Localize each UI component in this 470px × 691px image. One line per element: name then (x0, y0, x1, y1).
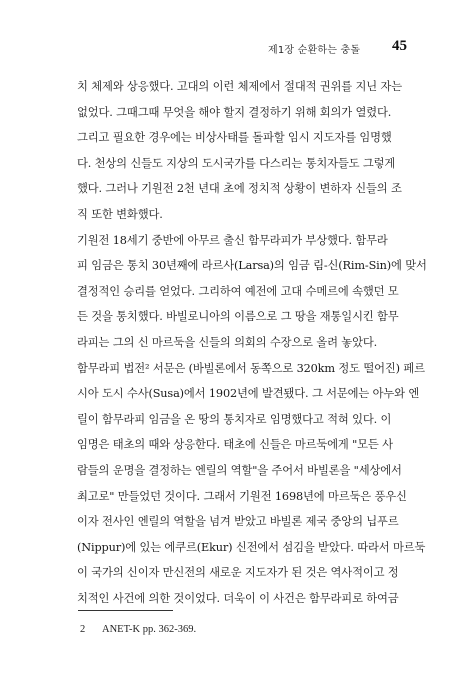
footnote-rule (78, 610, 173, 611)
text-line: 람들의 운명을 결정하는 엔릴의 역할"을 주어서 바빌론을 "세상에서 (77, 463, 402, 477)
running-head: 제1장 순환하는 충돌 (268, 45, 361, 56)
text-line: 피 임금은 통치 30년째에 라르사(Larsa)의 임금 림-신(Rim-Sin)에 맞서 (77, 259, 427, 273)
footnote-text: ANET-K pp. 362-369. (102, 624, 197, 635)
text-line: 최고로" 만들었던 것이다. 그래서 기원전 1698년에 마르둑은 풍우신 (77, 489, 407, 503)
text-line: 다. 천상의 신들도 지상의 도시국가를 다스리는 통치자들도 그렇게 (77, 156, 396, 170)
text-line: 그리고 필요한 경우에는 비상사태를 돌파할 임시 지도자를 임명했 (77, 131, 392, 145)
text-line: 결정적인 승리를 얻었다. 그리하여 예전에 고대 수메르에 속했던 모 (77, 284, 399, 298)
footnote-number: 2 (80, 624, 86, 635)
text-line: 릴이 함무라피 임금을 온 땅의 통치자로 임명했다고 적혀 있다. 이 (77, 412, 392, 426)
text-line: 치 체제와 상응했다. 고대의 이런 체제에서 절대적 권위를 지닌 자는 (77, 80, 403, 93)
text-line: (Nippur)에 있는 에쿠르(Ekur) 신전에서 섬김을 받았다. 따라서 마르둑 (77, 540, 426, 554)
text-line: 시아 도시 수사(Susa)에서 1902년에 발견됐다. 그 서문에는 아누와 엔 (77, 387, 420, 401)
text-line: 치적인 사건에 의한 것이었다. 더욱이 이 사건은 함무라피로 하여금 (77, 591, 399, 605)
text-line: 이 국가의 신이자 만신전의 새로운 지도자가 된 것은 역사적이고 정 (77, 566, 399, 580)
text-line: 함무라피 법전² 서문은 (바빌론에서 동쪽으로 320km 정도 떨어진) 페르 (77, 361, 425, 375)
text-line: 이자 전사인 엔릴의 역할을 넘겨 받았고 바빌론 제국 중앙의 닙푸르 (77, 515, 399, 529)
text-line: 라피는 그의 신 마르둑을 신들의 의회의 수장으로 올려 놓았다. (77, 335, 378, 349)
text-line: 직 또한 변화했다. (77, 207, 163, 221)
text-line: 든 것을 통치했다. 바빌로니아의 이름으로 그 땅을 재통일시킨 함무 (77, 310, 399, 324)
text-line: 기원전 18세기 중반에 아무르 출신 함무라피가 부상했다. 함무라 (77, 233, 388, 247)
body-text (77, 74, 427, 611)
text-line: 임명은 태초의 때와 상응한다. 태초에 신들은 마르둑에게 "모든 사 (77, 438, 393, 452)
page-number: 45 (392, 38, 407, 54)
footnote (80, 624, 196, 635)
text-line: 없었다. 그때그때 무엇을 해야 할지 결정하기 위해 회의가 열렸다. (77, 105, 392, 119)
text-line: 했다. 그러나 기원전 2천 년대 초에 정치적 상황이 변하자 신들의 조 (77, 182, 402, 196)
